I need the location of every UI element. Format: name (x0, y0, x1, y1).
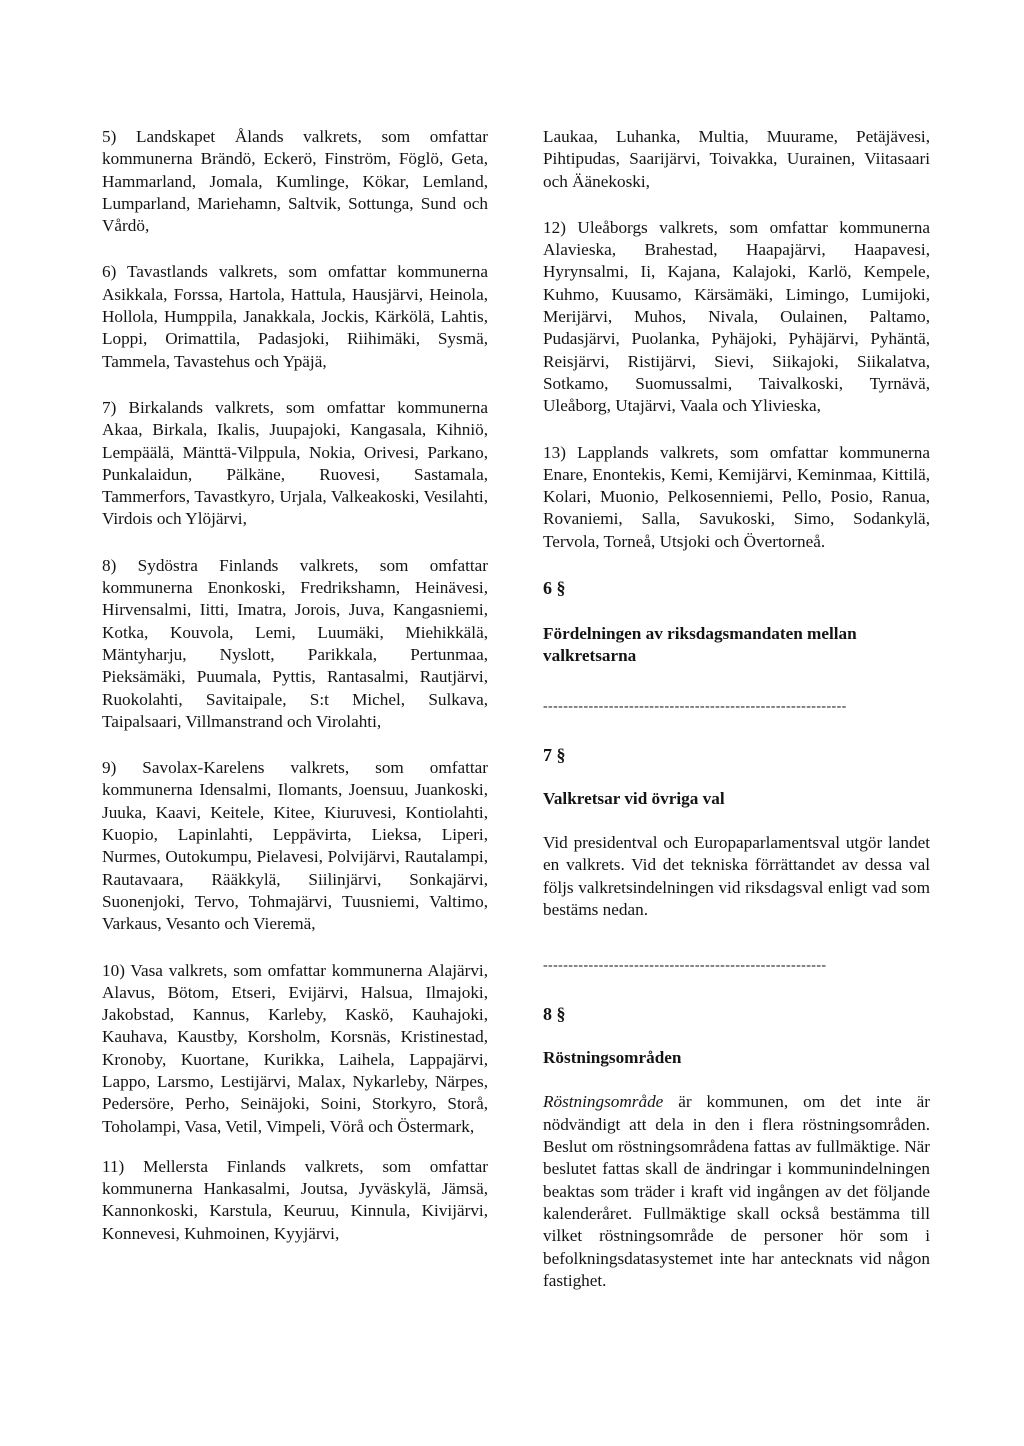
paragraph-12-uleaborg: 12) Uleåborgs valkrets, som omfattar kommunerna Alavieska, Brahestad, Haapajärvi, Haapavesi, Hyrynsalmi, Ii, Kajana, Kalajoki, Karlö, Kempele, Kuhmo, Kuusamo, Kärsämäki, Limingo, Lumijoki, Merijärvi, Muhos, Nivala, Oulainen, Paltamo, Pudasjärvi, Puolanka, Pyhäjoki, Pyhäjärvi, Pyhäntä, Reisjärvi, Ristijärvi, Sievi, Siikajoki, Siikalatva, Sotkamo, Suomussalmi, Taivalkoski, Tyrnävä, Uleåborg, Utajärvi, Vaala och Ylivieska, (543, 217, 930, 416)
section-8-number: 8 § (543, 1004, 566, 1025)
paragraph-9-savolax-karelen: 9) Savolax-Karelens valkrets, som omfattar kommunerna Idensalmi, Ilomants, Joensuu, Juankoski, Juuka, Kaavi, Keitele, Kitee, Kiuruvesi, Kontiolahti, Kuopio, Lapinlahti, Leppävirta, Lieksa, Liperi, Nurmes, Outokumpu, Pielavesi, Polvijärvi, Rautalampi, Rautavaara, Rääkkylä, Siilinjärvi, Sonkajärvi, Suonenjoki, Tervo, Tohmajärvi, Tuusniemi, Valtimo, Varkaus, Vesanto och Vieremä, (102, 758, 488, 934)
section-7-number: 7 § (543, 744, 566, 765)
section-8-term: Röstningsområde (543, 1092, 664, 1112)
section-8-text (543, 1091, 930, 1292)
section-6-number: 6 § (543, 578, 566, 599)
section-7-heading: Valkretsar vid övriga val (543, 788, 725, 808)
paragraph-7-birkaland: 7) Birkalands valkrets, som omfattar kommunerna Akaa, Birkala, Ikalis, Juupajoki, Kangasala, Kihniö, Lempäälä, Mänttä-Vilppula, Nokia, Orivesi, Parkano, Punkalaidun, Pälkäne, Ruovesi, Sastamala, Tammerfors, Tavastkyro, Urjala, Valkeakoski, Vesilahti, Virdois och Ylöjärvi, (102, 397, 488, 529)
paragraph-8-sydostra-finland: 8) Sydöstra Finlands valkrets, som omfattar kommunerna Enonkoski, Fredrikshamn, Heinävesi, Hirvensalmi, Iitti, Imatra, Jorois, Juva, Kangasniemi, Kotka, Kouvola, Lemi, Luumäki, Miehikkälä, Mäntyharju, Nyslott, Parikkala, Pertunmaa, Pieksämäki, Puumala, Pyttis, Rantasalmi, Rautjärvi, Ruokolahti, Savitaipale, S:t Michel, Sulkava, Taipalsaari, Villmanstrand och Virolahti, (102, 555, 488, 731)
paragraph-5-aland: 5) Landskapet Ålands valkrets, som omfattar kommunerna Brändö, Eckerö, Finström, Föglö, Geta, Hammarland, Jomala, Kumlinge, Kökar, Lemland, Lumparland, Mariehamn, Saltvik, Sottunga, Sund och Vårdö, (102, 127, 488, 236)
separator-line: ------------------------------------------------------------ (543, 698, 847, 714)
section-6-heading: Fördelningen av riksdagsmandaten mellan valkretsarna (543, 624, 857, 666)
section-8-heading: Röstningsområden (543, 1048, 682, 1068)
right-column (543, 126, 930, 1292)
paragraph-13-lappland: 13) Lapplands valkrets, som omfattar kommunerna Enare, Enontekis, Kemi, Kemijärvi, Keminmaa, Kittilä, Kolari, Muonio, Pelkosenniemi, Pello, Posio, Ranua, Rovaniemi, Salla, Savukoski, Simo, Sodankylä, Tervola, Torneå, Utsjoki och Övertorneå. (543, 442, 930, 551)
paragraph-11-continued: Laukaa, Luhanka, Multia, Muurame, Petäjävesi, Pihtipudas, Saarijärvi, Toivakka, Uurainen, Viitasaari och Äänekoski, (543, 127, 930, 191)
paragraph-6-tavastland: 6) Tavastlands valkrets, som omfattar kommunerna Asikkala, Forssa, Hartola, Hattula, Hausjärvi, Heinola, Hollola, Humppila, Janakkala, Jockis, Kärkölä, Lahtis, Loppi, Orimattila, Padasjoki, Riihimäki, Sysmä, Tammela, Tavastehus och Ypäjä, (102, 262, 488, 371)
left-column (102, 126, 488, 1245)
paragraph-10-vasa: 10) Vasa valkrets, som omfattar kommunerna Alajärvi, Alavus, Bötom, Etseri, Evijärvi, Halsua, Ilmajoki, Jakobstad, Kannus, Karleby, Kaskö, Kauhajoki, Kauhava, Kaustby, Korsholm, Korsnäs, Kristinestad, Kronoby, Kuortane, Kurikka, Laihela, Lappajärvi, Lappo, Larsmo, Lestijärvi, Malax, Nykarleby, Närpes, Pedersöre, Perho, Seinäjoki, Soini, Storkyro, Storå, Toholampi, Vasa, Vetil, Vimpeli, Vörå och Östermark, (102, 960, 488, 1136)
section-7-text: Vid presidentval och Europaparlamentsval utgör landet en valkrets. Vid det tekniska förrättandet av dessa val följs valkretsindelningen vid riksdagsval enligt vad som bestäms nedan. (543, 832, 930, 919)
section-8-body: är kommunen, om det inte är nödvändigt att dela in den i flera röstningsområden. Beslut om röstningsområdena fattas av fullmäktige. När beslutet fattas skall de ändringar i kommunindelningen beaktas som träder i kraft vid ingången av det följande kalenderåret. Fullmäktige skall också bestämma till vilket röstningsområde de personer hör som i befolkningsdatasystemet inte har antecknats vid någon fastighet. (543, 1092, 930, 1290)
separator-line: -------------------------------------------------------- (543, 958, 827, 974)
paragraph-11-mellersta-finland: 11) Mellersta Finlands valkrets, som omfattar kommunerna Hankasalmi, Joutsa, Jyväskylä, Jämsä, Kannonkoski, Karstula, Keuruu, Kinnula, Kivijärvi, Konnevesi, Kuhmoinen, Kyyjärvi, (102, 1156, 488, 1243)
